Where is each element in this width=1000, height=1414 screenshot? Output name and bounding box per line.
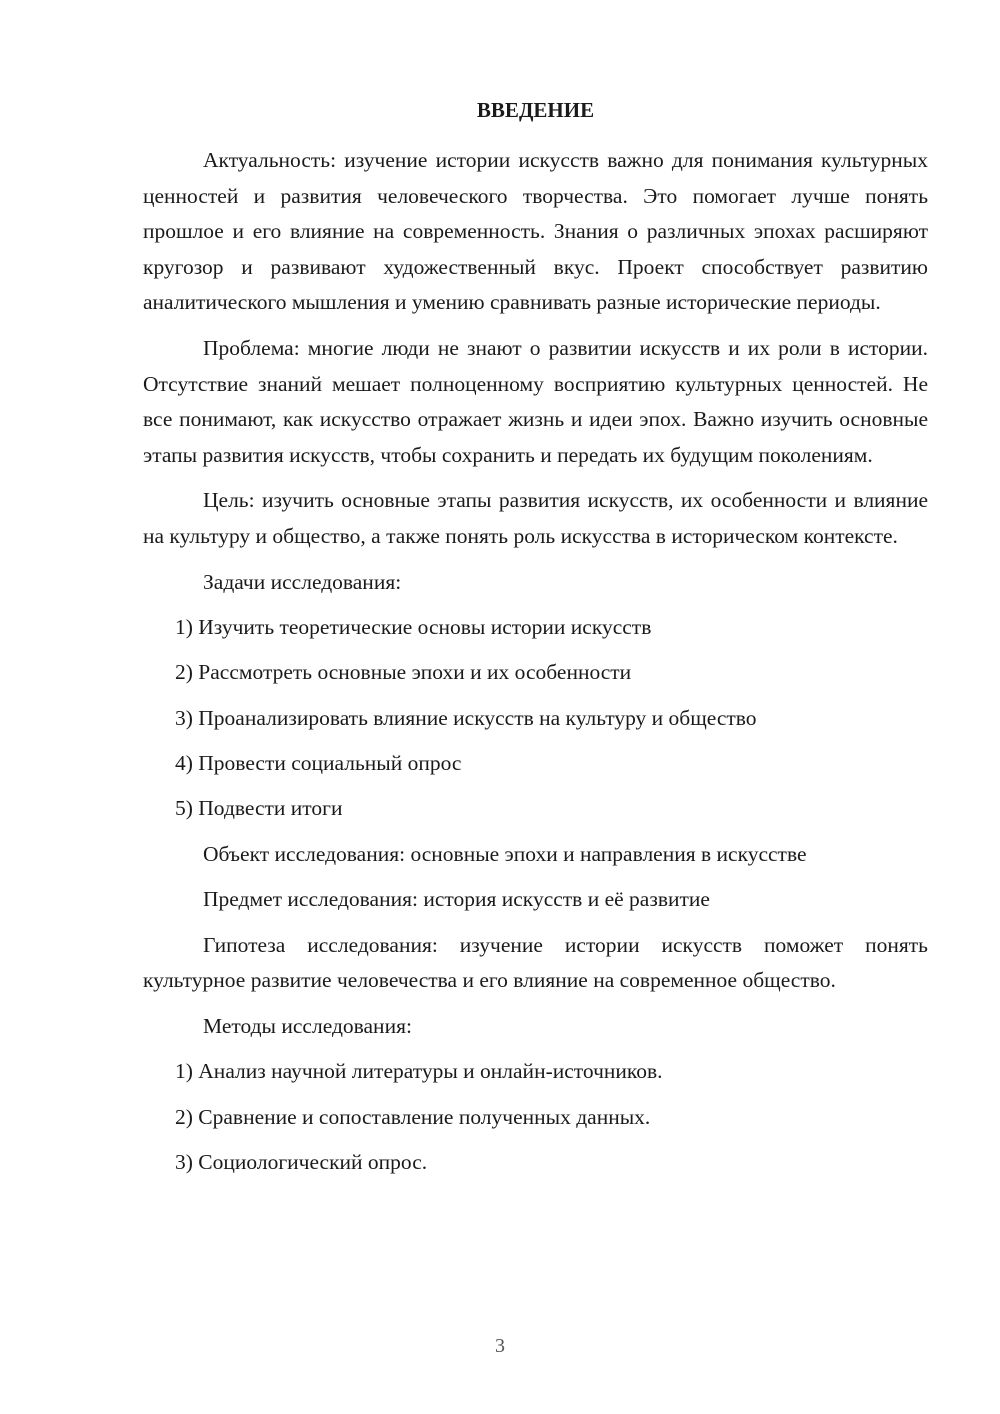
list-item: 1) Изучить теоретические основы истории искусств <box>175 614 652 639</box>
list-item: 3) Проанализировать влияние искусств на культуру и общество <box>175 705 757 730</box>
research-subject: Предмет исследования: история искусств и её развитие <box>203 887 710 912</box>
hypothesis-paragraph: Гипотеза исследования: изучение истории искусств поможет понять культурное развитие человечества и его влияние на современное общество. <box>143 932 928 993</box>
research-object: Объект исследования: основные эпохи и направления в искусстве <box>203 841 807 866</box>
list-item: 4) Провести социальный опрос <box>175 751 462 776</box>
list-item: 1) Анализ научной литературы и онлайн-источников. <box>175 1059 663 1084</box>
methods-list <box>143 1054 928 1180</box>
tasks-heading: Задачи исследования: <box>203 569 402 594</box>
page-title: ВВЕДЕНИЕ <box>476 98 595 122</box>
page-number: 3 <box>495 1335 505 1357</box>
document-page <box>143 95 928 1190</box>
list-item: 2) Рассмотреть основные эпохи и их особенности <box>175 660 632 685</box>
goal-paragraph: Цель: изучить основные этапы развития искусств, их особенности и влияние на культуру и общество, а также понять роль искусства в историческом контексте. <box>143 488 928 548</box>
methods-heading: Методы исследования: <box>203 1013 412 1038</box>
relevance-paragraph: Актуальность: изучение истории искусств важно для понимания культурных ценностей и развития человеческого творчества. Это помогает лучше понять прошлое и его влияние на современность. Знания о различных эпохах расширяют кругозор и развивают художественный вкус. Проект способствует развитию аналитического мышления и умению сравнивать разные исторические периоды. <box>143 148 928 315</box>
problem-paragraph: Проблема: многие люди не знают о развитии искусств и их роли в истории. Отсутствие знаний мешает полноценному восприятию культурных ценностей. Не все понимают, как искусство отражает жизнь и идеи эпох. Важно изучить основные этапы развития искусств, чтобы сохранить и передать их будущим поколениям. <box>143 335 928 467</box>
list-item: 5) Подвести итоги <box>175 796 343 821</box>
list-item: 2) Сравнение и сопоставление полученных данных. <box>175 1104 651 1129</box>
tasks-list <box>143 610 928 827</box>
list-item: 3) Социологический опрос. <box>175 1150 428 1175</box>
